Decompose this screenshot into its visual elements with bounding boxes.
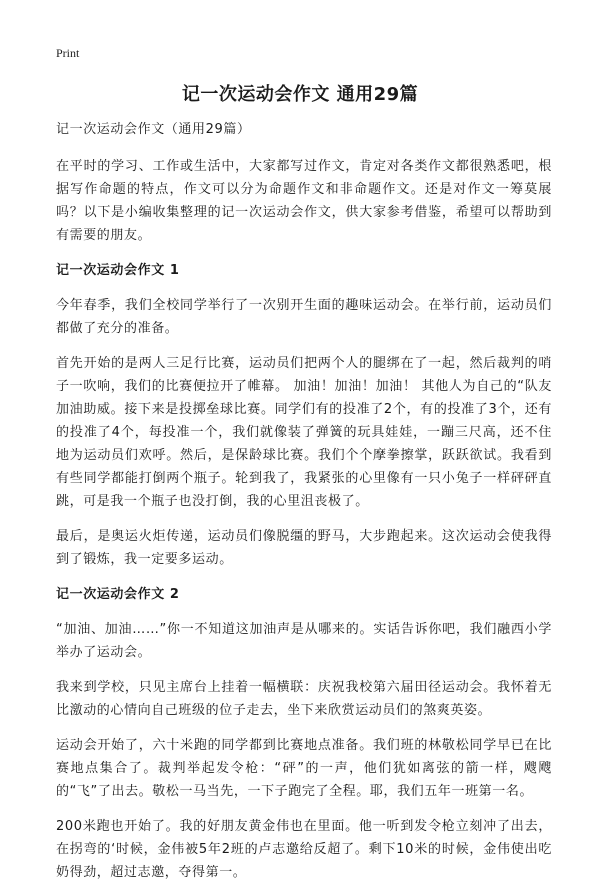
essay-section-1 <box>56 259 552 571</box>
paragraph: 最后，是奥运火炬传递，运动员们像脱缰的野马，大步跑起来。这次运动会使我得到了锻炼，我一定要多运动。 <box>56 529 552 567</box>
section-heading: 记一次运动会作文 1 <box>56 263 180 278</box>
paragraph: “加油、加油……”你一不知道这加油声是从哪来的。实话告诉你吧，我们融西小学举办了运动会。 <box>56 622 552 660</box>
document-title: 记一次运动会作文 通用29篇 <box>181 84 419 105</box>
print-label: Print <box>56 46 80 60</box>
document-subtitle: 记一次运动会作文（通用29篇） <box>56 122 251 137</box>
paragraph: 今年春季，我们全校同学举行了一次别开生面的趣味运动会。在举行前，运动员们都做了充分的准备。 <box>56 298 552 336</box>
paragraph: 我来到学校，只见主席台上挂着一幅横联：庆祝我校第六届田径运动会。我怀着无比激动的心情向自己班级的位子走去，坐下来欣赏运动员们的煞爽英姿。 <box>56 680 552 718</box>
paragraph: 200米跑也开始了。我的好朋友黄金伟也在里面。他一听到发令枪立刻冲了出去，在拐弯的‘时候，金伟被5年2班的卢志邀给反超了。剩下10米的时候，金伟使出吃奶得劲，超过志邀，夺得第一。 <box>56 819 552 880</box>
essay-section-2 <box>56 583 552 884</box>
paragraph: 首先开始的是两人三足行比赛，运动员们把两个人的腿绑在了一起，然后裁判的哨子一吹响，我们的比赛便拉开了帷幕。 加油！加油！加油！ 其他人为自己的“队友加油助威。接下来是投掷垒球比赛。同学们有的投准了2个，有的投准了3个，还有的投准了4个，每投准一个，我们就像装了弹簧的玩具娃娃，一蹦三尺高，还不住地为运动员们欢呼。然后，是保龄球比赛。我们个个摩拳擦掌，跃跃欲试。我看到有些同学都能打倒两个瓶子。轮到我了，我紧张的心里像有一只小兔子一样砰砰直跳，可是我一个瓶子也没打倒，我的心里沮丧极了。 <box>56 356 552 509</box>
section-heading: 记一次运动会作文 2 <box>56 587 180 602</box>
intro-paragraph: 在平时的学习、工作或生活中，大家都写过作文，肯定对各类作文都很熟悉吧，根据写作命题的特点，作文可以分为命题作文和非命题作文。还是对作文一筹莫展吗？以下是小编收集整理的记一次运动会作文，供大家参考借鉴，希望可以帮助到有需要的朋友。 <box>56 159 552 243</box>
paragraph: 运动会开始了，六十米跑的同学都到比赛地点准备。我们班的林敬松同学早已在比赛地点集合了。裁判举起发令枪：“砰”的一声，他们犹如离弦的箭一样，飕飕的“飞”了出去。敬松一马当先，一下子跑完了全程。耶，我们五年一班第一名。 <box>56 738 552 799</box>
document-body <box>56 118 552 896</box>
